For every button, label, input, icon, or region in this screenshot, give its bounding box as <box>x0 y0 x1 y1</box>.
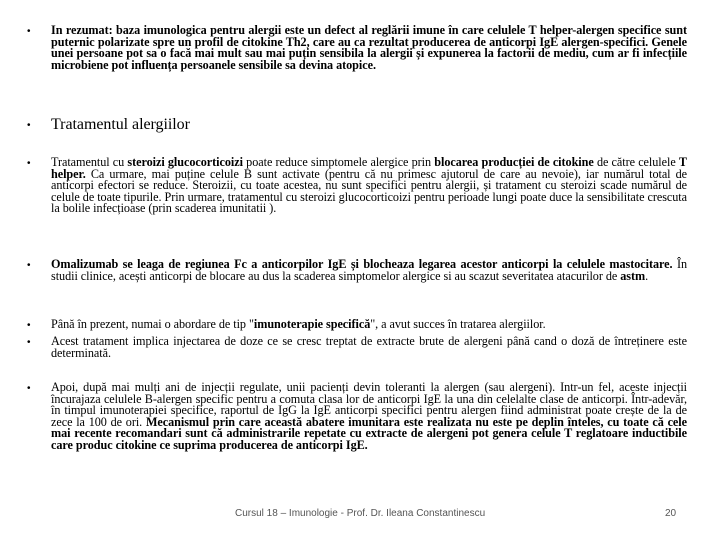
bullet-marker: • <box>27 383 31 394</box>
bullet-marker: • <box>27 260 31 271</box>
footer-course-label: Cursul 18 – Imunologie - Prof. Dr. Ileana Constantinescu <box>235 508 486 519</box>
text-run: Apoi, după mai mulți ani de injecții regulate, unii pacienți devin toleranti la alergen (sau alergeni). Intr-un fel, aceste injecții încurajaza celulele B-alergen specific pentru a comuta clasa lor de anticorpi IgE la una din celelalte clase de anticorpi. Într-adevăr, în timpul imunoterapiei specifice, raportul de IgG la IgE anticorpi specifici pentru alergen fiind administrat poate crește de la de zece la 100 de ori. <box>51 380 687 429</box>
emphasis-run: T helper. <box>51 155 687 181</box>
text-run: Tratamentul cu <box>51 155 128 169</box>
emphasis-run: astm <box>620 268 646 283</box>
text-run: poate reduce simptomele alergice prin <box>242 155 435 169</box>
bullet-marker: • <box>27 320 31 331</box>
emphasis-run: steroizi glucocorticoizi <box>127 155 243 169</box>
bullet-item-tolerance <box>27 382 687 451</box>
text-run: Ca urmare, mai puține celule B sunt activate (pentru că nu primesc ajutorul de care au nevoie), iar numărul total de anticorpi efectori se reduce. Steroizii, cu toate acestea, nu sunt specifici pentru alergii, și tratament cu steroizi scade numărul de celule de toate tipurile. Prin urmare, tratamentul cu steroizi glucocorticoizi pentru perioade lungi poate duce la sensibilitate crescuta la bolile infecțioase (prin scaderea imunitatii ). <box>51 166 687 215</box>
bullet-marker: • <box>27 158 31 169</box>
bullet-marker: • <box>27 120 31 131</box>
summary-text <box>51 25 687 71</box>
injections-paragraph <box>51 336 687 359</box>
text-run: Până în prezent, numai o abordare de tip " <box>51 317 254 331</box>
bullet-item-heading <box>27 116 687 134</box>
bullet-item-summary <box>27 25 687 71</box>
slide-footer <box>0 508 720 524</box>
emphasis-run: Mecanismul prin care această abatere imunitara este realizata nu este pe deplin înteles, cu toate că cele mai recente recomandari sunt că administrarile repetate cu extracte de alergeni pot genera celule T reglatoare inductibile care produc citokine ce suprima producerea de anticorpi IgE. <box>51 414 687 452</box>
emphasis-run: Omalizumab se leaga de regiunea Fc a anticorpilor IgE și blocheaza legarea acestor anticorpi la celulele mastocitare. <box>51 257 673 271</box>
bullet-item-injections <box>27 336 687 359</box>
emphasis-run: blocarea producției de citokine <box>434 155 594 169</box>
tolerance-paragraph <box>51 382 687 451</box>
bullet-item-immunotherapy <box>27 319 687 332</box>
text-run: Acest tratament implica injectarea de doze ce se cresc treptat de extracte brute de alergeni până cand o doză de întreținere este determinată. <box>51 334 687 360</box>
summary-text-span: In rezumat: baza imunologica pentru alergii este un defect al reglării imune în care celulele T helper-alergen specifice sunt puternic polarizate spre un profil de citokine Th2, care au ca rezultat producerea de anticorpi IgE alergen-specifici. Genele unei persoane pot sa o facă mai mult sau mai puțin sensibila la alergii și expunerea la factorii de mediu, cum ar fi infecțiile microbiene pot influența persoanele sensibile sa devina atopice. <box>51 23 687 72</box>
section-heading <box>51 116 687 134</box>
omalizumab-paragraph <box>51 259 687 282</box>
text-run: ", a avut succes în tratarea alergiilor. <box>370 317 546 331</box>
steroids-paragraph <box>51 157 687 215</box>
text-run: În studii clinice, acești anticorpi de blocare au dus la scaderea simptomelor alergice si au scazut severitatea atacurilor de <box>51 257 687 283</box>
bullet-marker: • <box>27 337 31 348</box>
bullet-item-omalizumab <box>27 259 687 282</box>
text-run: . <box>645 268 649 283</box>
bullet-marker: • <box>27 26 31 37</box>
section-heading-text: Tratamentul alergiilor <box>51 116 190 133</box>
page-number: 20 <box>665 508 677 519</box>
emphasis-run: imunoterapie specifică <box>253 317 371 331</box>
immunotherapy-paragraph <box>51 319 687 332</box>
bullet-item-steroids <box>27 157 687 215</box>
text-run: de către celulele <box>593 155 679 169</box>
